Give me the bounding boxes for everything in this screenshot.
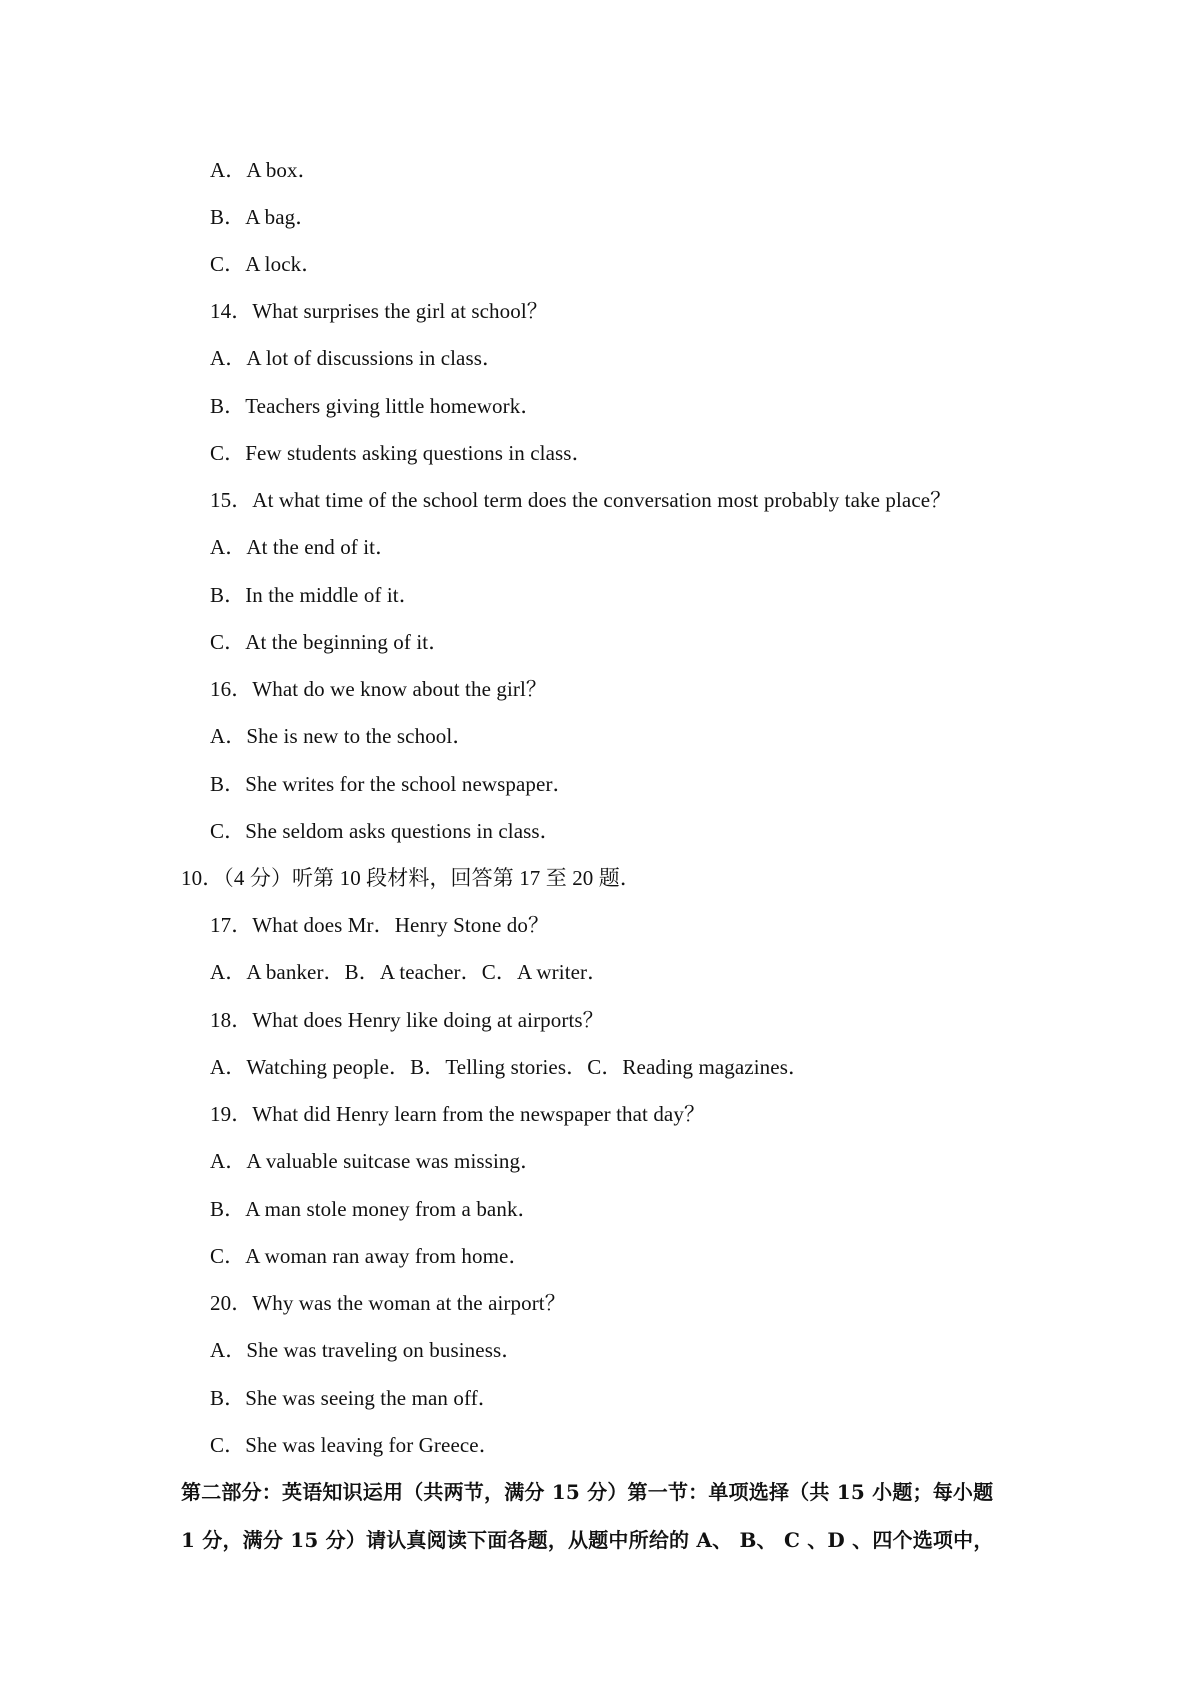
- q17-options: A．A banker．B．A teacher．C．A writer．: [210, 960, 609, 984]
- q13-option-c: C．A lock．: [210, 252, 323, 276]
- q16-option-c: C．She seldom asks questions in class．: [210, 819, 561, 843]
- question-19: 19．What did Henry learn from the newspaper that day？: [210, 1102, 706, 1126]
- section-10-heading: 10．（4 分）听第 10 段材料，回答第 17 至 20 题．: [181, 866, 641, 890]
- q19-option-a: A．A valuable suitcase was missing．: [210, 1149, 542, 1173]
- question-14: 14．What surprises the girl at school？: [210, 299, 548, 323]
- q19-option-c: C．A woman ran away from home．: [210, 1244, 530, 1268]
- q20-option-a: A．She was traveling on business．: [210, 1338, 523, 1362]
- question-20: 20．Why was the woman at the airport？: [210, 1291, 566, 1315]
- q13-option-b: B．A bag．: [210, 205, 317, 229]
- q13-option-a: A．A box．: [210, 158, 319, 182]
- question-17: 17．What does Mr．Henry Stone do？: [210, 913, 550, 937]
- q16-option-a: A．She is new to the school．: [210, 724, 474, 748]
- question-16: 16．What do we know about the girl？: [210, 677, 548, 701]
- q14-option-c: C．Few students asking questions in class．: [210, 441, 593, 465]
- q15-option-a: A．At the end of it．: [210, 535, 397, 559]
- q16-option-b: B．She writes for the school newspaper．: [210, 772, 574, 796]
- q14-option-a: A．A lot of discussions in class．: [210, 346, 504, 370]
- q19-option-b: B．A man stole money from a bank．: [210, 1197, 539, 1221]
- part-two-heading-line-1: 第二部分：英语知识运用（共两节，满分 15 分）第一节：单项选择（共 15 小题；每小题: [181, 1480, 994, 1504]
- q18-options: A．Watching people．B．Telling stories．C．Reading magazines．: [210, 1055, 810, 1079]
- q20-option-c: C．She was leaving for Greece．: [210, 1433, 500, 1457]
- question-15: 15．At what time of the school term does the conversation most probably take place？: [210, 488, 952, 512]
- q15-option-c: C．At the beginning of it．: [210, 630, 450, 654]
- q20-option-b: B．She was seeing the man off．: [210, 1386, 499, 1410]
- part-two-heading-line-2: 1 分，满分 15 分）请认真阅读下面各题，从题中所给的 A、 B、 C 、D 、四个选项中，: [181, 1528, 994, 1552]
- question-18: 18．What does Henry like doing at airports？: [210, 1008, 604, 1032]
- q14-option-b: B．Teachers giving little homework．: [210, 394, 542, 418]
- q15-option-b: B．In the middle of it．: [210, 583, 420, 607]
